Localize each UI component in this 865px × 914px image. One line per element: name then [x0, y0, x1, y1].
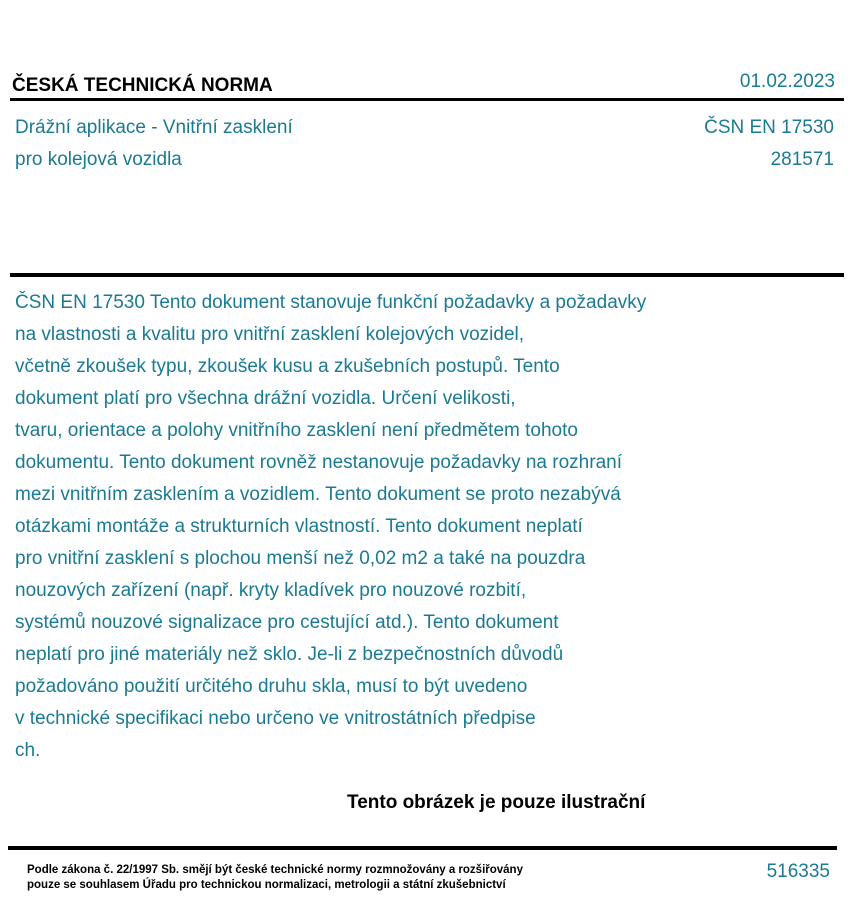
document-id: 516335 [766, 861, 830, 882]
abstract-line: neplatí pro jiné materiály než sklo. Je-li z bezpečnostních důvodů [15, 644, 564, 665]
standard-number: ČSN EN 17530 [704, 117, 834, 138]
header-divider [10, 98, 844, 101]
section-divider [10, 273, 844, 277]
footer-divider [8, 846, 837, 850]
norm-heading: ČESKÁ TECHNICKÁ NORMA [12, 75, 273, 96]
abstract-line: v technické specifikaci nebo určeno ve vnitrostátních předpise [15, 708, 536, 729]
abstract-line: dokument platí pro všechna drážní vozidla. Určení velikosti, [15, 388, 516, 409]
abstract-line: na vlastnosti a kvalitu pro vnitřní zasklení kolejových vozidel, [15, 324, 525, 345]
abstract-line: systémů nouzové signalizace pro cestující atd.). Tento dokument [15, 612, 559, 633]
legal-notice-line: pouze se souhlasem Úřadu pro technickou normalizaci, metrologii a státní zkušebnictví [27, 879, 506, 891]
abstract-line: včetně zkoušek typu, zkoušek kusu a zkušebních postupů. Tento [15, 356, 560, 377]
abstract-line: otázkami montáže a strukturních vlastností. Tento dokument neplatí [15, 516, 583, 537]
standard-title-line-2: pro kolejová vozidla [15, 149, 182, 170]
legal-notice [27, 863, 523, 893]
abstract-line: nouzových zařízení (např. kryty kladívek pro nouzové rozbití, [15, 580, 527, 601]
abstract-line: tvaru, orientace a polohy vnitřního zasklení není předmětem tohoto [15, 420, 578, 441]
standard-title-line-1: Drážní aplikace - Vnitřní zasklení [15, 117, 293, 138]
abstract-line: mezi vnitřním zasklením a vozidlem. Tento dokument se proto nezabývá [15, 484, 621, 505]
abstract-line: ČSN EN 17530 Tento dokument stanovuje funkční požadavky a požadavky [15, 292, 647, 313]
abstract-line: požadováno použití určitého druhu skla, musí to být uvedeno [15, 676, 528, 697]
abstract-line: dokumentu. Tento dokument rovněž nestanovuje požadavky na rozhraní [15, 452, 622, 473]
classification-code: 281571 [770, 149, 834, 170]
abstract-text [15, 287, 775, 767]
illustration-note: Tento obrázek je pouze ilustrační [347, 792, 646, 813]
abstract-line: pro vnitřní zasklení s plochou menší než 0,02 m2 a také na pouzdra [15, 548, 586, 569]
legal-notice-line: Podle zákona č. 22/1997 Sb. smějí být české technické normy rozmnožovány a rozšiřovány [27, 864, 523, 876]
issue-date: 01.02.2023 [739, 71, 835, 92]
abstract-line: ch. [15, 740, 41, 761]
